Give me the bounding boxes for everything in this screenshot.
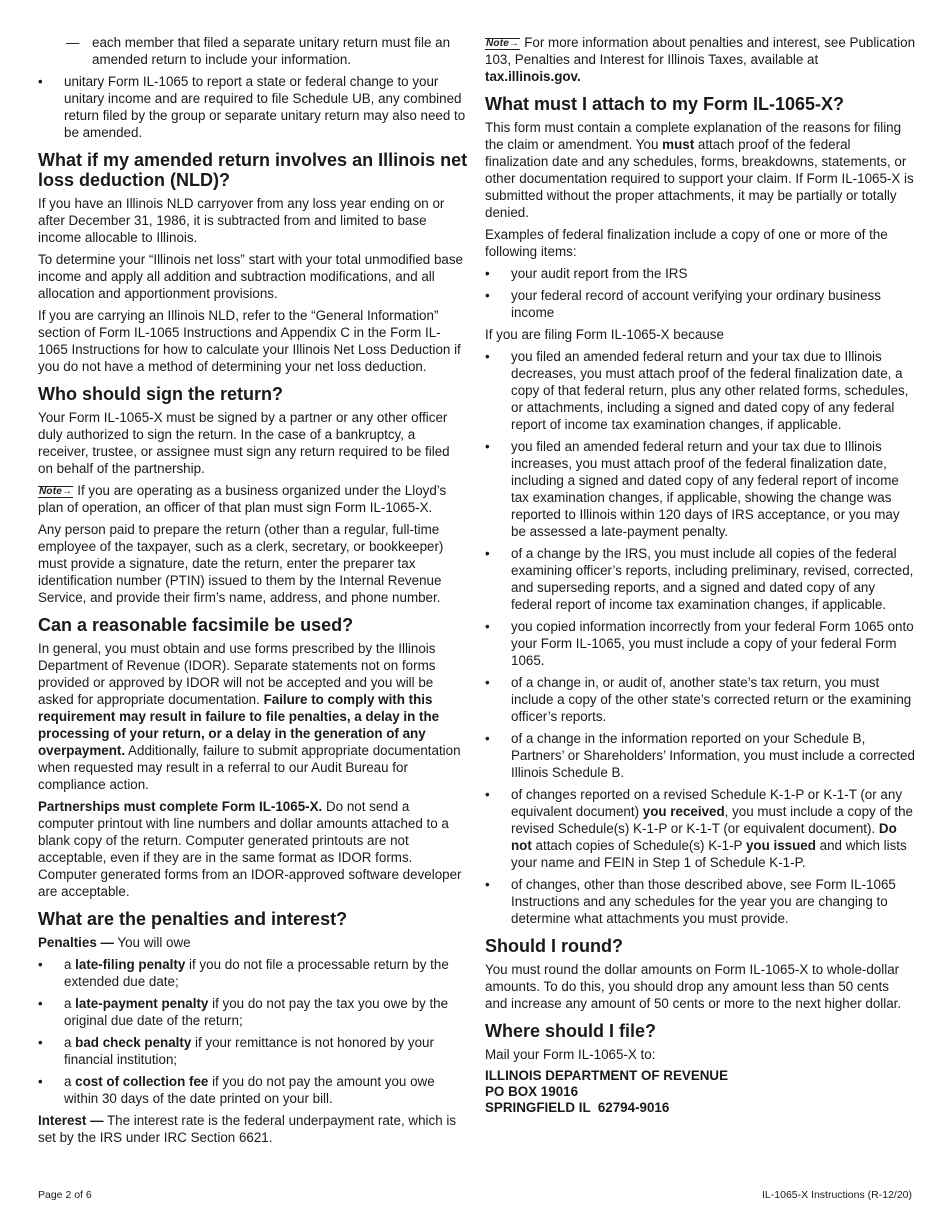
list-item: • your federal record of account verifying your ordinary business income bbox=[485, 288, 881, 320]
paragraph: Your Form IL-1065-X must be signed by a partner or any other officer duly authorized to sign the return. In the case of a bankruptcy, a receiver, trustee, or assignee must sign any return required to be filed on behalf of the partnership. bbox=[38, 410, 450, 476]
note-paragraph: Note→ For more information about penalties and interest, see Publication 103, Penalties and Interest for Illinois Taxes, available at tax.illinois.gov. bbox=[485, 35, 916, 84]
address-line: SPRINGFIELD IL 62794-9016 bbox=[485, 1100, 670, 1115]
section-heading-nld: What if my amended return involves an Illinois net loss deduction (NLD)? bbox=[38, 150, 468, 190]
paragraph: If you have an Illinois NLD carryover from any loss year ending on or after December 31, 1986, it is subtracted from and limited to base income allocable to Illinois. bbox=[38, 196, 445, 245]
left-column bbox=[38, 34, 468, 1151]
list-item: • of a change by the IRS, you must include all copies of the federal examining officer’s reports, including preliminary, revised, corrected, and superseding reports, and a signed and dated copy of any federal report of income tax examination changes, if applicable. bbox=[485, 546, 914, 612]
reasons-list bbox=[485, 348, 915, 927]
paragraph: Partnerships must complete Form IL-1065-X. Do not send a computer printout with line numbers and dollar amounts attached to a blank copy of the return. Computer generated printouts are not acceptable, even if they are in the same format as IDOR forms. Computer generated forms from an IDOR-approved software developer are acceptable. bbox=[38, 799, 462, 899]
right-column bbox=[485, 34, 915, 1116]
paragraph: This form must contain a complete explanation of the reasons for filing the claim or amendment. You must attach proof of the federal finalization date and any schedules, forms, breakdowns, statements, or other documentation required to support your claim. If Form IL-1065-X is submitted without the proper attachments, it may be partially or totally denied. bbox=[485, 120, 914, 220]
list-item: • of a change in the information reported on your Schedule B, Partners’ or Shareholders’ Information, you must include a corrected Illinois Schedule B. bbox=[485, 731, 915, 780]
list-item: • of a change in, or audit of, another state’s tax return, you must include a copy of the other state’s corrected return or the examining officer’s reports. bbox=[485, 675, 912, 724]
list-item: • you filed an amended federal return and your tax due to Illinois decreases, you must attach proof of the federal finalization date, a copy of that federal return, plus any other related forms, schedules, or attachments, including a signed and dated copy of any federal report of income tax examination changes, if applicable. bbox=[485, 349, 909, 432]
penalties-list bbox=[38, 956, 468, 1107]
list-item: • a cost of collection fee if you do not pay the amount you owe within 30 days of the date printed on your bill. bbox=[38, 1074, 435, 1106]
paragraph: Examples of federal finalization include a copy of one or more of the following items: bbox=[485, 227, 888, 259]
section-heading-attach: What must I attach to my Form IL-1065-X? bbox=[485, 94, 845, 114]
list-item: • a bad check penalty if your remittance is not honored by your financial institution; bbox=[38, 1035, 434, 1067]
list-item: • of changes reported on a revised Schedule K-1-P or K-1-T (or any equivalent document) you received, you must include a copy of the revised Schedule(s) K-1-P or K-1-T (or equivalent document). Do not attach copies of Schedule(s) K-1-P you issued and which lists your name and FEIN in Step 1 of Schedule K-1-P. bbox=[485, 787, 913, 870]
list-item: • of changes, other than those described above, see Form IL-1065 Instructions and any schedules for the year you are changing to determine what attachments you must provide. bbox=[485, 877, 896, 926]
list-item: • your audit report from the IRS bbox=[485, 266, 688, 281]
website-link[interactable]: tax.illinois.gov. bbox=[485, 69, 581, 84]
list-item: • you filed an amended federal return and your tax due to Illinois increases, you must attach proof of the federal finalization date, including a signed and dated copy of any federal report of income tax examination changes, if applicable, showing the change was reported to Illinois within 120 days of IRS acceptance, or you may be assessed a late-payment penalty. bbox=[485, 439, 900, 539]
section-heading-facsimile: Can a reasonable facsimile be used? bbox=[38, 615, 354, 635]
paragraph: Any person paid to prepare the return (other than a regular, full-time employee of the taxpayer, such as a clerk, secretary, or bookkeeper) must provide a signature, date the return, enter the preparer tax identification number (PTIN) issued to them by the Internal Revenue Service, and provide their firm’s name, address, and phone number. bbox=[38, 522, 444, 605]
list-item: • you copied information incorrectly from your federal Form 1065 onto your Form IL-1065, you must include a copy of your federal Form 1065. bbox=[485, 619, 914, 668]
paragraph: Penalties — You will owe bbox=[38, 935, 191, 950]
examples-list bbox=[485, 265, 915, 321]
address-line: ILLINOIS DEPARTMENT OF REVENUE bbox=[485, 1068, 729, 1083]
list-item: • a late-payment penalty if you do not pay the tax you owe by the original due date of the return; bbox=[38, 996, 449, 1028]
paragraph: If you are filing Form IL-1065-X because bbox=[485, 327, 724, 342]
paragraph: You must round the dollar amounts on Form IL-1065-X to whole-dollar amounts. To do this, you should drop any amount less than 50 cents and increase any amount of 50 cents or more to the next higher dollar. bbox=[485, 962, 902, 1011]
address-line: PO BOX 19016 bbox=[485, 1084, 579, 1099]
list-item: — each member that filed a separate unitary return must file an amended return to include your information. bbox=[66, 35, 451, 67]
page-number: Page 2 of 6 bbox=[38, 1189, 92, 1201]
paragraph: Interest — The interest rate is the federal underpayment rate, which is set by the IRS under IRC Section 6621. bbox=[38, 1113, 457, 1145]
note-paragraph: Note→ If you are operating as a business organized under the Lloyd’s plan of operation, an officer of that plan must sign Form IL-1065-X. bbox=[38, 483, 447, 515]
section-heading-sign: Who should sign the return? bbox=[38, 384, 283, 404]
paragraph: Mail your Form IL-1065-X to: bbox=[485, 1047, 656, 1062]
list-item: • unitary Form IL-1065 to report a state or federal change to your unitary income and are required to file Schedule UB, any combined return filed by the group or separate unitary return may also need to be amended. bbox=[38, 74, 466, 140]
paragraph: To determine your “Illinois net loss” start with your total unmodified base income and apply all addition and subtraction modifications, and all allocation and apportionment provisions. bbox=[38, 252, 463, 301]
list-item: • a late-filing penalty if you do not file a processable return by the extended due date; bbox=[38, 957, 449, 989]
section-heading-round: Should I round? bbox=[485, 936, 623, 956]
paragraph: In general, you must obtain and use forms prescribed by the Illinois Department of Revenue (IDOR). Separate statements not on forms provided or approved by IDOR will not be accepted and you will be asked for appropriate documentation. Failure to comply with this requirement may result in failure to file penalties, a delay in the processing of your return, or a delay in the generation of any overpayment. Additionally, failure to submit appropriate documentation when requested may result in a referral to our Audit Bureau for compliance action. bbox=[38, 641, 461, 792]
note-icon: Note→ bbox=[39, 486, 73, 497]
paragraph: If you are carrying an Illinois NLD, refer to the “General Information” section of Form IL-1065 Instructions and Appendix C in the Form IL-1065 Instructions for how to calculate your Illinois Net Loss Deduction if you do not have a method of determining your net loss deduction. bbox=[38, 308, 461, 374]
form-revision: IL-1065-X Instructions (R-12/20) bbox=[762, 1189, 912, 1201]
note-icon: Note→ bbox=[486, 38, 520, 49]
section-heading-file: Where should I file? bbox=[485, 1021, 657, 1041]
section-heading-penalties: What are the penalties and interest? bbox=[38, 909, 348, 929]
